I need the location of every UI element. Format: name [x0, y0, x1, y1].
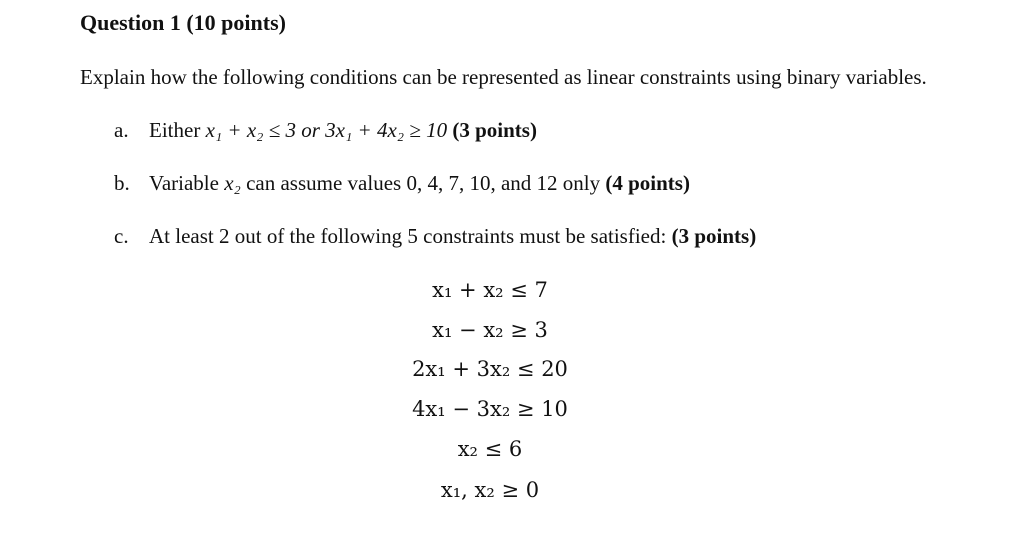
list-item-b	[114, 171, 690, 196]
item-marker: a.	[114, 118, 129, 142]
list-item-c	[114, 224, 756, 249]
item-text: At least 2 out of the following 5 constraints must be satisfied:	[149, 224, 667, 248]
item-text-after: can assume values 0, 4, 7, 10, and 12 only	[246, 171, 601, 195]
item-expression: x₁ + x₂ ≤ 3 or 3x₁ + 4x₂ ≥ 10	[205, 118, 448, 142]
constraint-nonnegativity: x₁, x₂ ≥ 0	[440, 478, 540, 502]
constraint-1: x₁ + x₂ ≤ 7	[432, 278, 548, 302]
question-intro: Explain how the following conditions can be represented as linear constraints using binary variables.	[80, 65, 927, 89]
item-marker: c.	[114, 224, 129, 248]
item-points: (3 points)	[452, 118, 537, 142]
question-title: Question 1 (10 points)	[80, 10, 286, 35]
item-points: (4 points)	[605, 171, 690, 195]
item-text: Variable	[149, 171, 219, 195]
item-expression: x₂	[224, 171, 241, 195]
item-points: (3 points)	[671, 224, 757, 248]
item-text: Either	[149, 118, 201, 142]
list-item-a	[114, 118, 537, 143]
item-marker: b.	[114, 171, 130, 195]
constraint-2: x₁ − x₂ ≥ 3	[432, 318, 548, 342]
constraint-3: 2x₁ + 3x₂ ≤ 20	[412, 357, 568, 381]
constraint-5: x₂ ≤ 6	[457, 437, 523, 461]
constraint-4: 4x₁ − 3x₂ ≥ 10	[412, 397, 568, 421]
